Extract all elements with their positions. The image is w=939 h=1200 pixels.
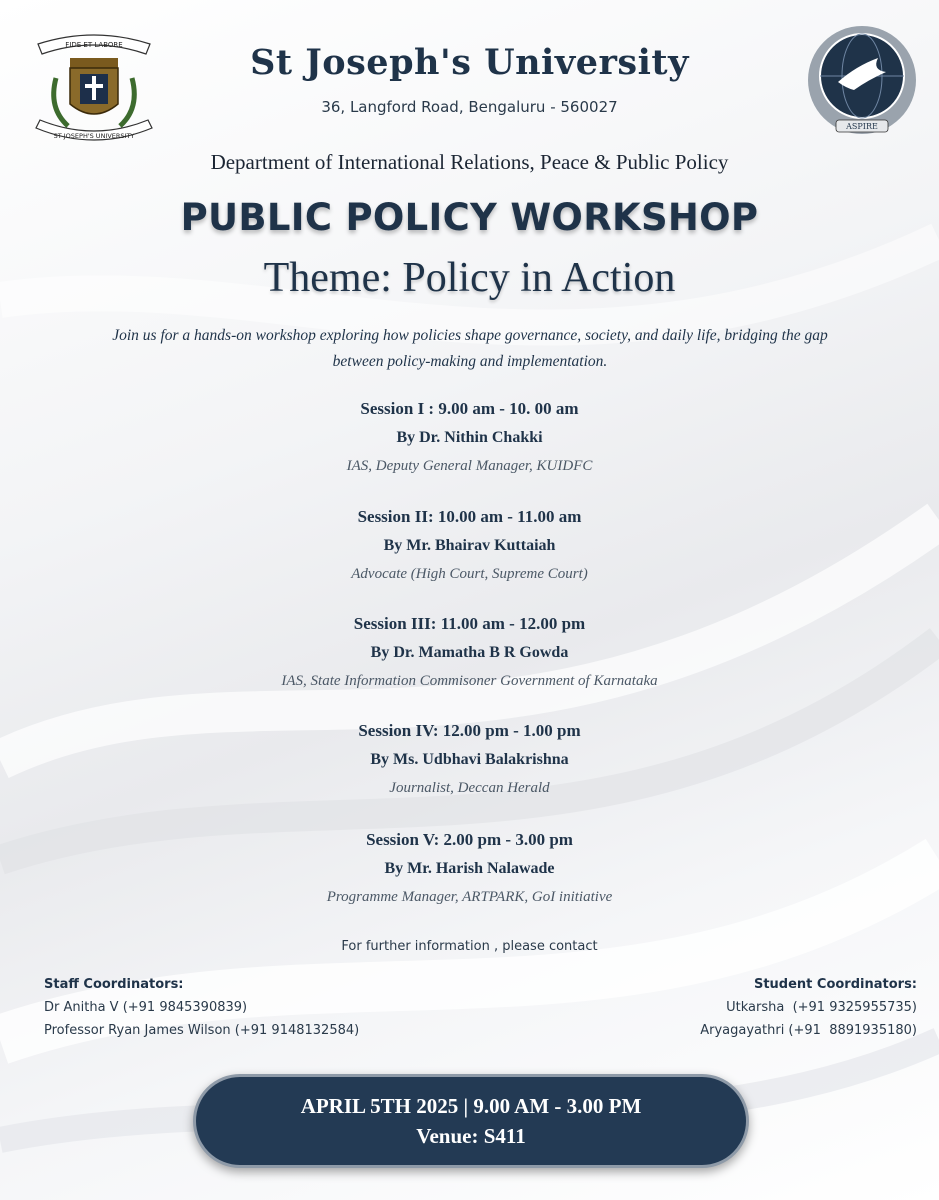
session-block	[0, 825, 939, 912]
university-address: 36, Langford Road, Bengaluru - 560027	[321, 98, 618, 116]
crest-ribbon-text: ST JOSEPH'S UNIVERSITY	[53, 132, 135, 140]
staff-contact: Dr Anitha V (+91 9845390839)	[44, 1000, 248, 1015]
crest-motto: FIDE ET LABORE	[65, 41, 123, 49]
session-role: IAS, State Information Commisoner Government of Karnataka	[281, 673, 658, 689]
session-speaker: By Mr. Bhairav Kuttaiah	[383, 537, 556, 554]
session-time: Session IV: 12.00 pm - 1.00 pm	[358, 721, 581, 740]
session-block	[0, 716, 939, 803]
staff-coordinators	[44, 973, 359, 1042]
event-datetime: APRIL 5TH 2025 | 9.00 AM - 3.00 PM	[300, 1094, 642, 1118]
aspire-label: ASPIRE	[846, 122, 878, 131]
session-time: Session I : 9.00 am - 10. 00 am	[360, 399, 579, 418]
student-contact: Aryagayathri (+91 8891935180)	[700, 1023, 917, 1038]
student-coordinators	[700, 973, 917, 1042]
staff-heading: Staff Coordinators:	[44, 977, 184, 992]
session-speaker: By Dr. Nithin Chakki	[396, 429, 543, 446]
date-venue-banner	[193, 1074, 749, 1168]
session-role: Programme Manager, ARTPARK, GoI initiative	[326, 889, 613, 905]
contact-prompt: For further information , please contact	[341, 939, 598, 954]
department-name: Department of International Relations, Peace & Public Policy	[210, 150, 729, 174]
event-title: PUBLIC POLICY WORKSHOP	[180, 196, 759, 239]
event-intro: Join us for a hands-on workshop exploring how policies shape governance, society, and daily life, bridging the gap between policy-making and implementation.	[112, 327, 828, 370]
session-role: Advocate (High Court, Supreme Court)	[351, 566, 588, 582]
session-speaker: By Mr. Harish Nalawade	[384, 860, 555, 877]
session-speaker: By Ms. Udbhavi Balakrishna	[370, 751, 569, 768]
student-contact: Utkarsha (+91 9325955735)	[726, 1000, 917, 1015]
session-role: IAS, Deputy General Manager, KUIDFC	[346, 458, 593, 474]
session-speaker: By Dr. Mamatha B R Gowda	[370, 644, 569, 661]
university-name: St Joseph's University	[250, 42, 689, 83]
session-block	[0, 502, 939, 589]
session-time: Session III: 11.00 am - 12.00 pm	[353, 614, 586, 633]
session-time: Session II: 10.00 am - 11.00 am	[357, 507, 582, 526]
session-block	[0, 394, 939, 481]
session-role: Journalist, Deccan Herald	[389, 780, 550, 796]
student-heading: Student Coordinators:	[753, 977, 917, 992]
event-theme: Theme: Policy in Action	[263, 255, 676, 301]
staff-contact: Professor Ryan James Wilson (+91 9148132584)	[44, 1023, 360, 1038]
session-block	[0, 609, 939, 696]
event-venue: Venue: S411	[416, 1124, 526, 1148]
session-time: Session V: 2.00 pm - 3.00 pm	[366, 830, 573, 849]
